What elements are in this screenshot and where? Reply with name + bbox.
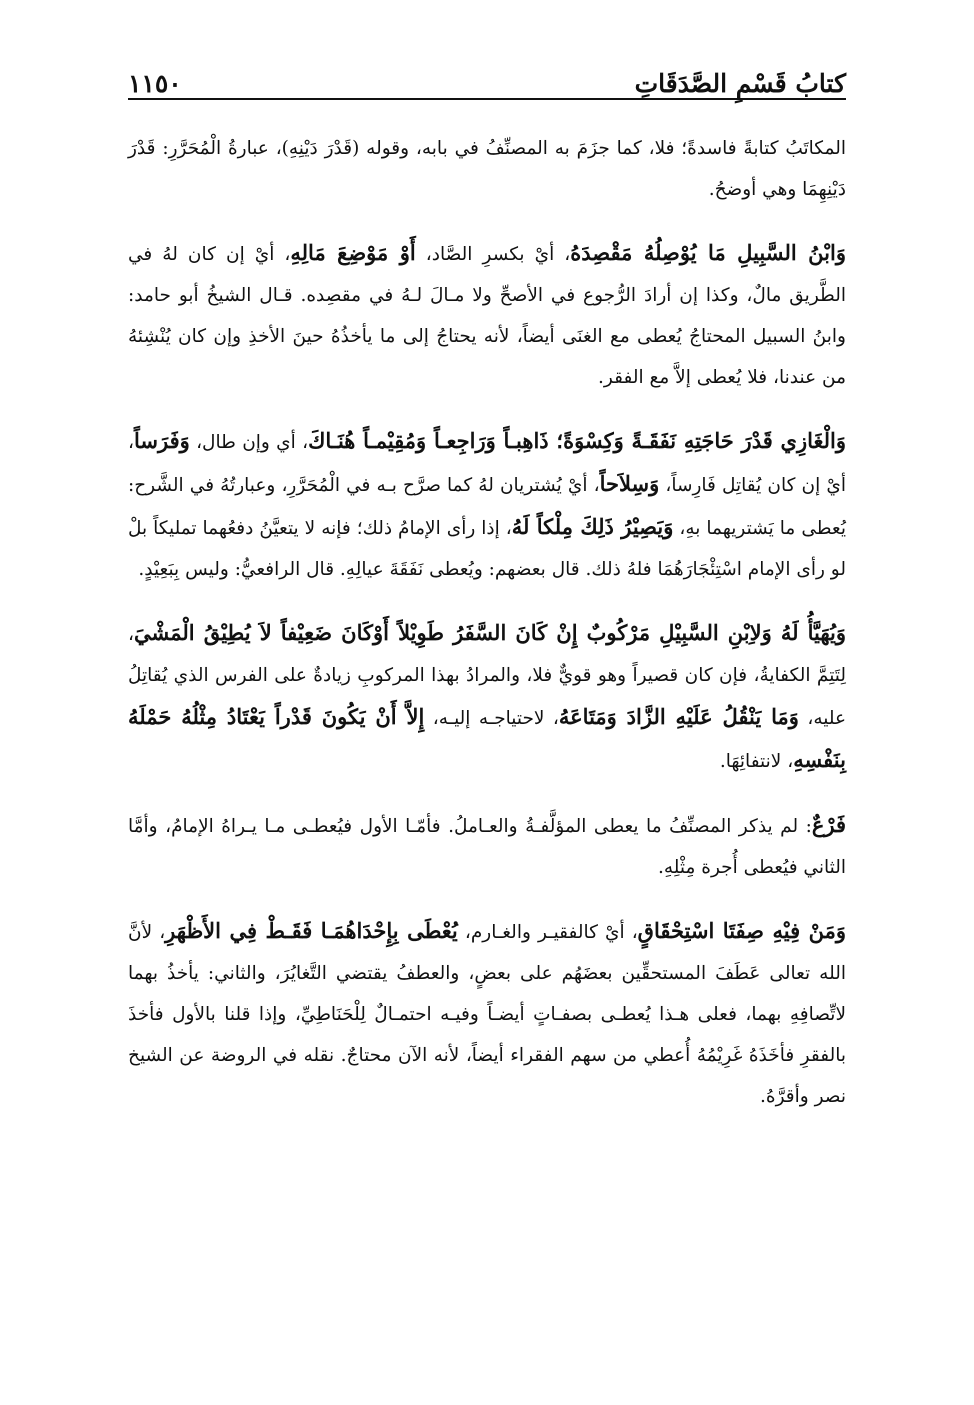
matn-text: فَرْعٌ xyxy=(811,812,846,837)
matn-text: وَابْنُ السَّبِيلِ مَا يُوْصِلُهُ مَقْصِدَهُ xyxy=(570,240,846,265)
header-rule xyxy=(128,98,846,100)
page-body xyxy=(128,128,846,1117)
paragraph-p6 xyxy=(128,910,846,1117)
matn-text: وَمَنْ فِيْهِ صِفَتَا اسْتِحْقَاقٍ xyxy=(637,918,846,943)
commentary-text: ، لانتفائِهَا. xyxy=(719,751,794,772)
commentary-text: ، أيْ كالفقيـر والغـارم، xyxy=(457,922,638,943)
matn-text: وَيُهَيَّأُ لَهُ وَلاِبْنِ السَّبِيْلِ مَرْكُوبٌ إِنْ كَانَ السَّفَرُ طَوِيْلاً أَوْكَانَ ضَعِيْفاً لاَ يُطِيْقُ الْمَشْيَ xyxy=(133,620,846,645)
matn-text: وَالْغَازِي قَدْرَ حَاجَتِهِ نَفَقَـةً وَكِسْوَةً؛ ذَاهِبـاً وَرَاجِعـاً وَمُقِيْمـاً هُنَـاكَ xyxy=(308,428,846,453)
paragraph-p2 xyxy=(128,232,846,398)
commentary-text: ، أيْ إن كان يُقاتِل فَارِساً، xyxy=(128,432,846,496)
chapter-title: كتابُ قَسْمِ الصَّدَقَاتِ xyxy=(634,69,846,98)
matn-text: وَسِلاَحاً xyxy=(599,471,660,496)
commentary-text: ، أي وإن طال، xyxy=(189,432,309,453)
paragraph-p1 xyxy=(128,128,846,210)
commentary-text: ، لأنَّ الله تعالى عَطَفَ المستحقِّين بعضَهُم على بعضٍ، والعطفُ يقتضي التَّغايُرَ، والثاني: يأخذُ بهما لاتِّصافِهِ بهما، فعلى هـذا يُعطـى بصفـاتٍ أيضـاً وفيـه احتمـالٌ لِلْحَنَاطِيِّ، وإذا قلنا بالأول فأخذَ بالفقرِ فأخَذَهُ غَرِيْمُهُ أُعطي من سهم الفقراء أيضاً، لأنه الآن محتاجٌ. نقله في الروضة عن الشيخ نصر وأقرَّهُ. xyxy=(128,922,846,1107)
commentary-text: ، أيْ بكسرِ الصَّاد، xyxy=(415,244,571,265)
matn-text: وَيَصِيْرُ ذَلِكَ مِلْكاً لَهُ xyxy=(511,514,674,539)
commentary-text: : لم يذكر المصنِّفُ ما يعطى المؤلَّفـةُ والعـاملُ. فأمّـا الأول فيُعطـى مـا يـراهُ الإمامُ، وأمَّا الثاني فيُعطى أُجرة مِثْلِهِ. xyxy=(128,816,846,878)
commentary-text: ، أيْ إن كان لهُ في الطَّريق مالٌ، وكذا إن أرادَ الرُّجوع في الأصحِّ ولا مـالَ لـهُ في مقصِده. قـال الشيخُ أبو حامد: وابنُ السبيل المحتاجُ يُعطى مع الغنَى أيضاً، لأنه يحتاجُ إلى ما يأخذُهُ حينَ الأخذِ وإن كان يُنْشِئهُ من عندنا، فلا يُعطى إلاَّ مع الفقر. xyxy=(128,244,846,388)
commentary-text: ، إذا رأى الإمامُ ذلك؛ فإنه لا يتعيَّنُ دفعُهما تمليكاً بلْ لو رأى الإمام اسْتِئْجَارَهُمَا فلهُ ذلك. قال بعضهم: ويُعطى نَفَقَةَ عيالِهِ. قال الرافعيُّ: وليس بِبَعِيْدٍ. xyxy=(128,518,846,580)
commentary-text: ، لاحتياجـه إليـه، xyxy=(424,708,559,729)
matn-text: وَمَا يَنْقُلُ عَلَيْهِ الزَّادَ وَمَتَاعَهُ xyxy=(558,704,799,729)
matn-text: أَوْ مَوْضِعَ مَالِهِ xyxy=(290,240,416,265)
commentary-text: المكاتَبُ كتابةً فاسدةً؛ فلا، كما جزَمَ به المصنِّفُ في بابه، وقوله (قَدْرَ دَيْنِهِ)، عبارةُ الْمُحَرَّرِ: قَدْرَ دَيْنِهِمَا وهي أوضحُ. xyxy=(128,138,846,200)
paragraph-p3 xyxy=(128,420,846,590)
commentary-text: ، لِتَتِمَّ الكفايةُ، فإن كان قصيراً وهو قويٌّ فلا، والمرادُ بهذا المركوبِ زيادةٌ على الفرس الذي يُقاتِلُ عليه، xyxy=(128,624,846,729)
page-number: ١١٥٠ xyxy=(128,69,182,98)
matn-text: إِلاَّ أَنْ يَكُونَ قَدْراً يَعْتَادُ مِثْلُهُ حَمْلَهُ بِنَفْسِهِ xyxy=(128,704,846,772)
commentary-text: ، أيْ يُشتريان لهُ كما صرَّح بـه في الْمُحَرَّرِ، وعبارتُهُ في الشَّرح: يُعطى ما يَشتريهما بهِ، xyxy=(128,475,846,539)
page-header xyxy=(128,56,846,100)
paragraph-p4 xyxy=(128,612,846,782)
paragraph-p5 xyxy=(128,804,846,888)
matn-text: يُعْطَى بِإِحْدَاهُمَـا فَقَـطْ فِي الأَظْهَرِ xyxy=(165,918,458,943)
matn-text: وَفَرَساً xyxy=(133,428,190,453)
